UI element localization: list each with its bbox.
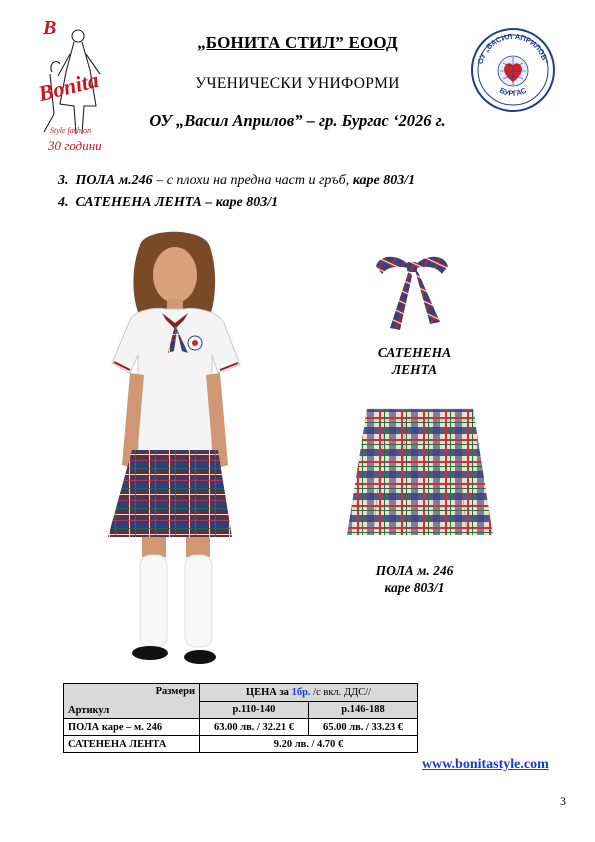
sizes-header: Размери (155, 686, 195, 697)
item-name: ПОЛА м.246 (75, 173, 153, 188)
school-logo-top-text: ОУ „ВАСИЛ АПРИЛОВ” (475, 31, 551, 65)
item-number: 3. (58, 173, 69, 188)
skirt-caption-line2: каре 803/1 (384, 580, 445, 595)
price-header-qty: 1бр. (291, 686, 311, 698)
ribbon-caption-line1: САТЕНЕНА (377, 345, 452, 360)
bonita-tagline: Style fashion (50, 126, 92, 135)
page-number: 3 (560, 794, 566, 808)
item-number: 4. (58, 195, 69, 210)
uniform-photo (100, 225, 250, 675)
price-header-suffix: /с вкл. ДДС// (310, 686, 372, 698)
item-name: САТЕНЕНА ЛЕНТА – каре 803/1 (75, 195, 279, 210)
school-logo-icon (470, 27, 556, 113)
row-price-1: 63.00 лв. / 32.21 € (200, 719, 309, 736)
bonita-years: 30 години (48, 138, 102, 153)
row-article: ПОЛА каре – м. 246 (64, 719, 200, 736)
skirt-caption-line1: ПОЛА м. 246 (375, 563, 454, 578)
price-header (200, 684, 418, 702)
item-skirt (58, 173, 415, 189)
row-article: САТЕНЕНА ЛЕНТА (64, 736, 200, 753)
school-logo-bottom-text: БУРГАС (498, 85, 528, 98)
size-col-1: р.110-140 (200, 701, 309, 719)
school-title: ОУ „Васил Априлов” – гр. Бургас ‘2026 г. (149, 111, 446, 130)
article-header: Артикул (68, 705, 110, 716)
item-ribbon (58, 195, 278, 211)
bonita-b-letter: B (43, 17, 57, 39)
company-name: „БОНИТА СТИЛ” ЕООД (197, 33, 398, 52)
skirt-photo (345, 405, 495, 540)
size-col-2: р.146-188 (309, 701, 418, 719)
website-link[interactable]: www.bonitastyle.com (422, 757, 549, 772)
page-subtitle: УЧЕНИЧЕСКИ УНИФОРМИ (195, 75, 400, 92)
item-description: – с плохи на предна част и гръб, (152, 173, 353, 188)
item-code: каре 803/1 (352, 173, 416, 188)
ribbon-caption-line2: ЛЕНТА (391, 362, 438, 377)
table-row (64, 736, 418, 753)
price-header-prefix: ЦЕНА за (245, 686, 292, 698)
ribbon-caption (357, 344, 472, 378)
skirt-caption (357, 562, 472, 596)
bonita-brand-text: Bonita (35, 66, 102, 107)
price-table (63, 683, 418, 753)
row-price: 9.20 лв. / 4.70 € (200, 736, 418, 753)
ribbon-photo (372, 250, 452, 332)
table-row (64, 719, 418, 736)
row-price-2: 65.00 лв. / 33.23 € (309, 719, 418, 736)
table-corner-cell (64, 684, 200, 719)
